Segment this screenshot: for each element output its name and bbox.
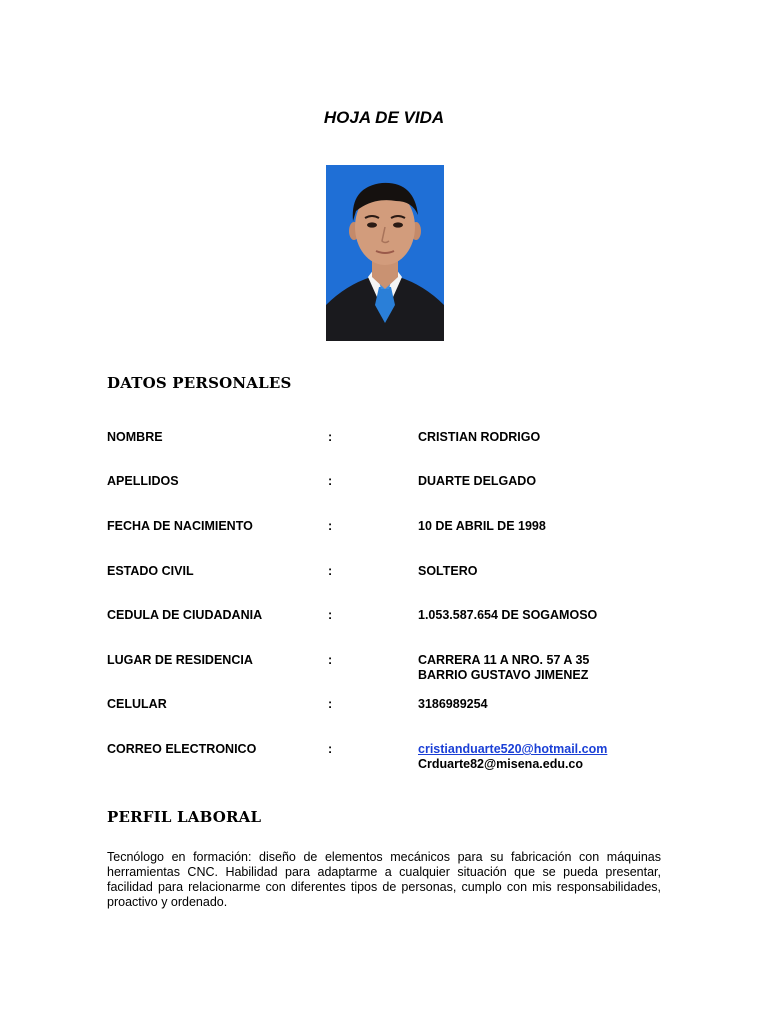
row-label: ESTADO CIVIL	[107, 564, 194, 578]
row-label: LUGAR DE RESIDENCIA	[107, 653, 253, 667]
row-value: DUARTE DELGADO	[418, 474, 537, 488]
row-value	[418, 653, 589, 683]
profile-photo	[326, 165, 444, 341]
address-line-2: BARRIO GUSTAVO JIMENEZ	[418, 668, 589, 682]
row-label: APELLIDOS	[107, 474, 179, 488]
row-separator: :	[328, 474, 333, 488]
work-profile-heading: PERFIL LABORAL	[107, 808, 262, 826]
person-photo-icon	[326, 165, 444, 341]
row-label: CELULAR	[107, 697, 167, 711]
document-title: HOJA DE VIDA	[323, 108, 445, 127]
row-value	[418, 742, 607, 772]
work-profile-text: Tecnólogo en formación: diseño de elementos mecánicos para su fabricación con máquinas herramientas CNC. Habilidad para adaptarme a cualquier situación que se pueda presentar, facilidad para relacionarme con diferentes tipos de personas, cumplo con mis responsabilidades, proactivo y ordenado.	[107, 850, 661, 909]
email-link-hotmail[interactable]: cristianduarte520@hotmail.com	[418, 742, 608, 756]
row-label: FECHA DE NACIMIENTO	[107, 519, 253, 533]
row-label: CORREO ELECTRONICO	[107, 742, 257, 756]
row-label: NOMBRE	[107, 430, 163, 444]
row-value: 3186989254	[418, 697, 488, 711]
row-value: CRISTIAN RODRIGO	[418, 430, 541, 444]
row-separator: :	[328, 519, 333, 533]
row-separator: :	[328, 697, 333, 711]
row-separator: :	[328, 430, 333, 444]
row-label: CEDULA DE CIUDADANIA	[107, 608, 263, 622]
row-value: SOLTERO	[418, 564, 478, 578]
row-separator: :	[328, 564, 333, 578]
row-value: 1.053.587.654 DE SOGAMOSO	[418, 608, 598, 622]
row-value: 10 DE ABRIL DE 1998	[418, 519, 546, 533]
row-separator: :	[328, 608, 333, 622]
address-line-1: CARRERA 11 A NRO. 57 A 35	[418, 653, 590, 667]
personal-data-heading: DATOS PERSONALES	[107, 374, 292, 392]
email-misena: Crduarte82@misena.edu.co	[418, 757, 584, 771]
row-separator: :	[328, 653, 333, 667]
row-separator: :	[328, 742, 333, 756]
